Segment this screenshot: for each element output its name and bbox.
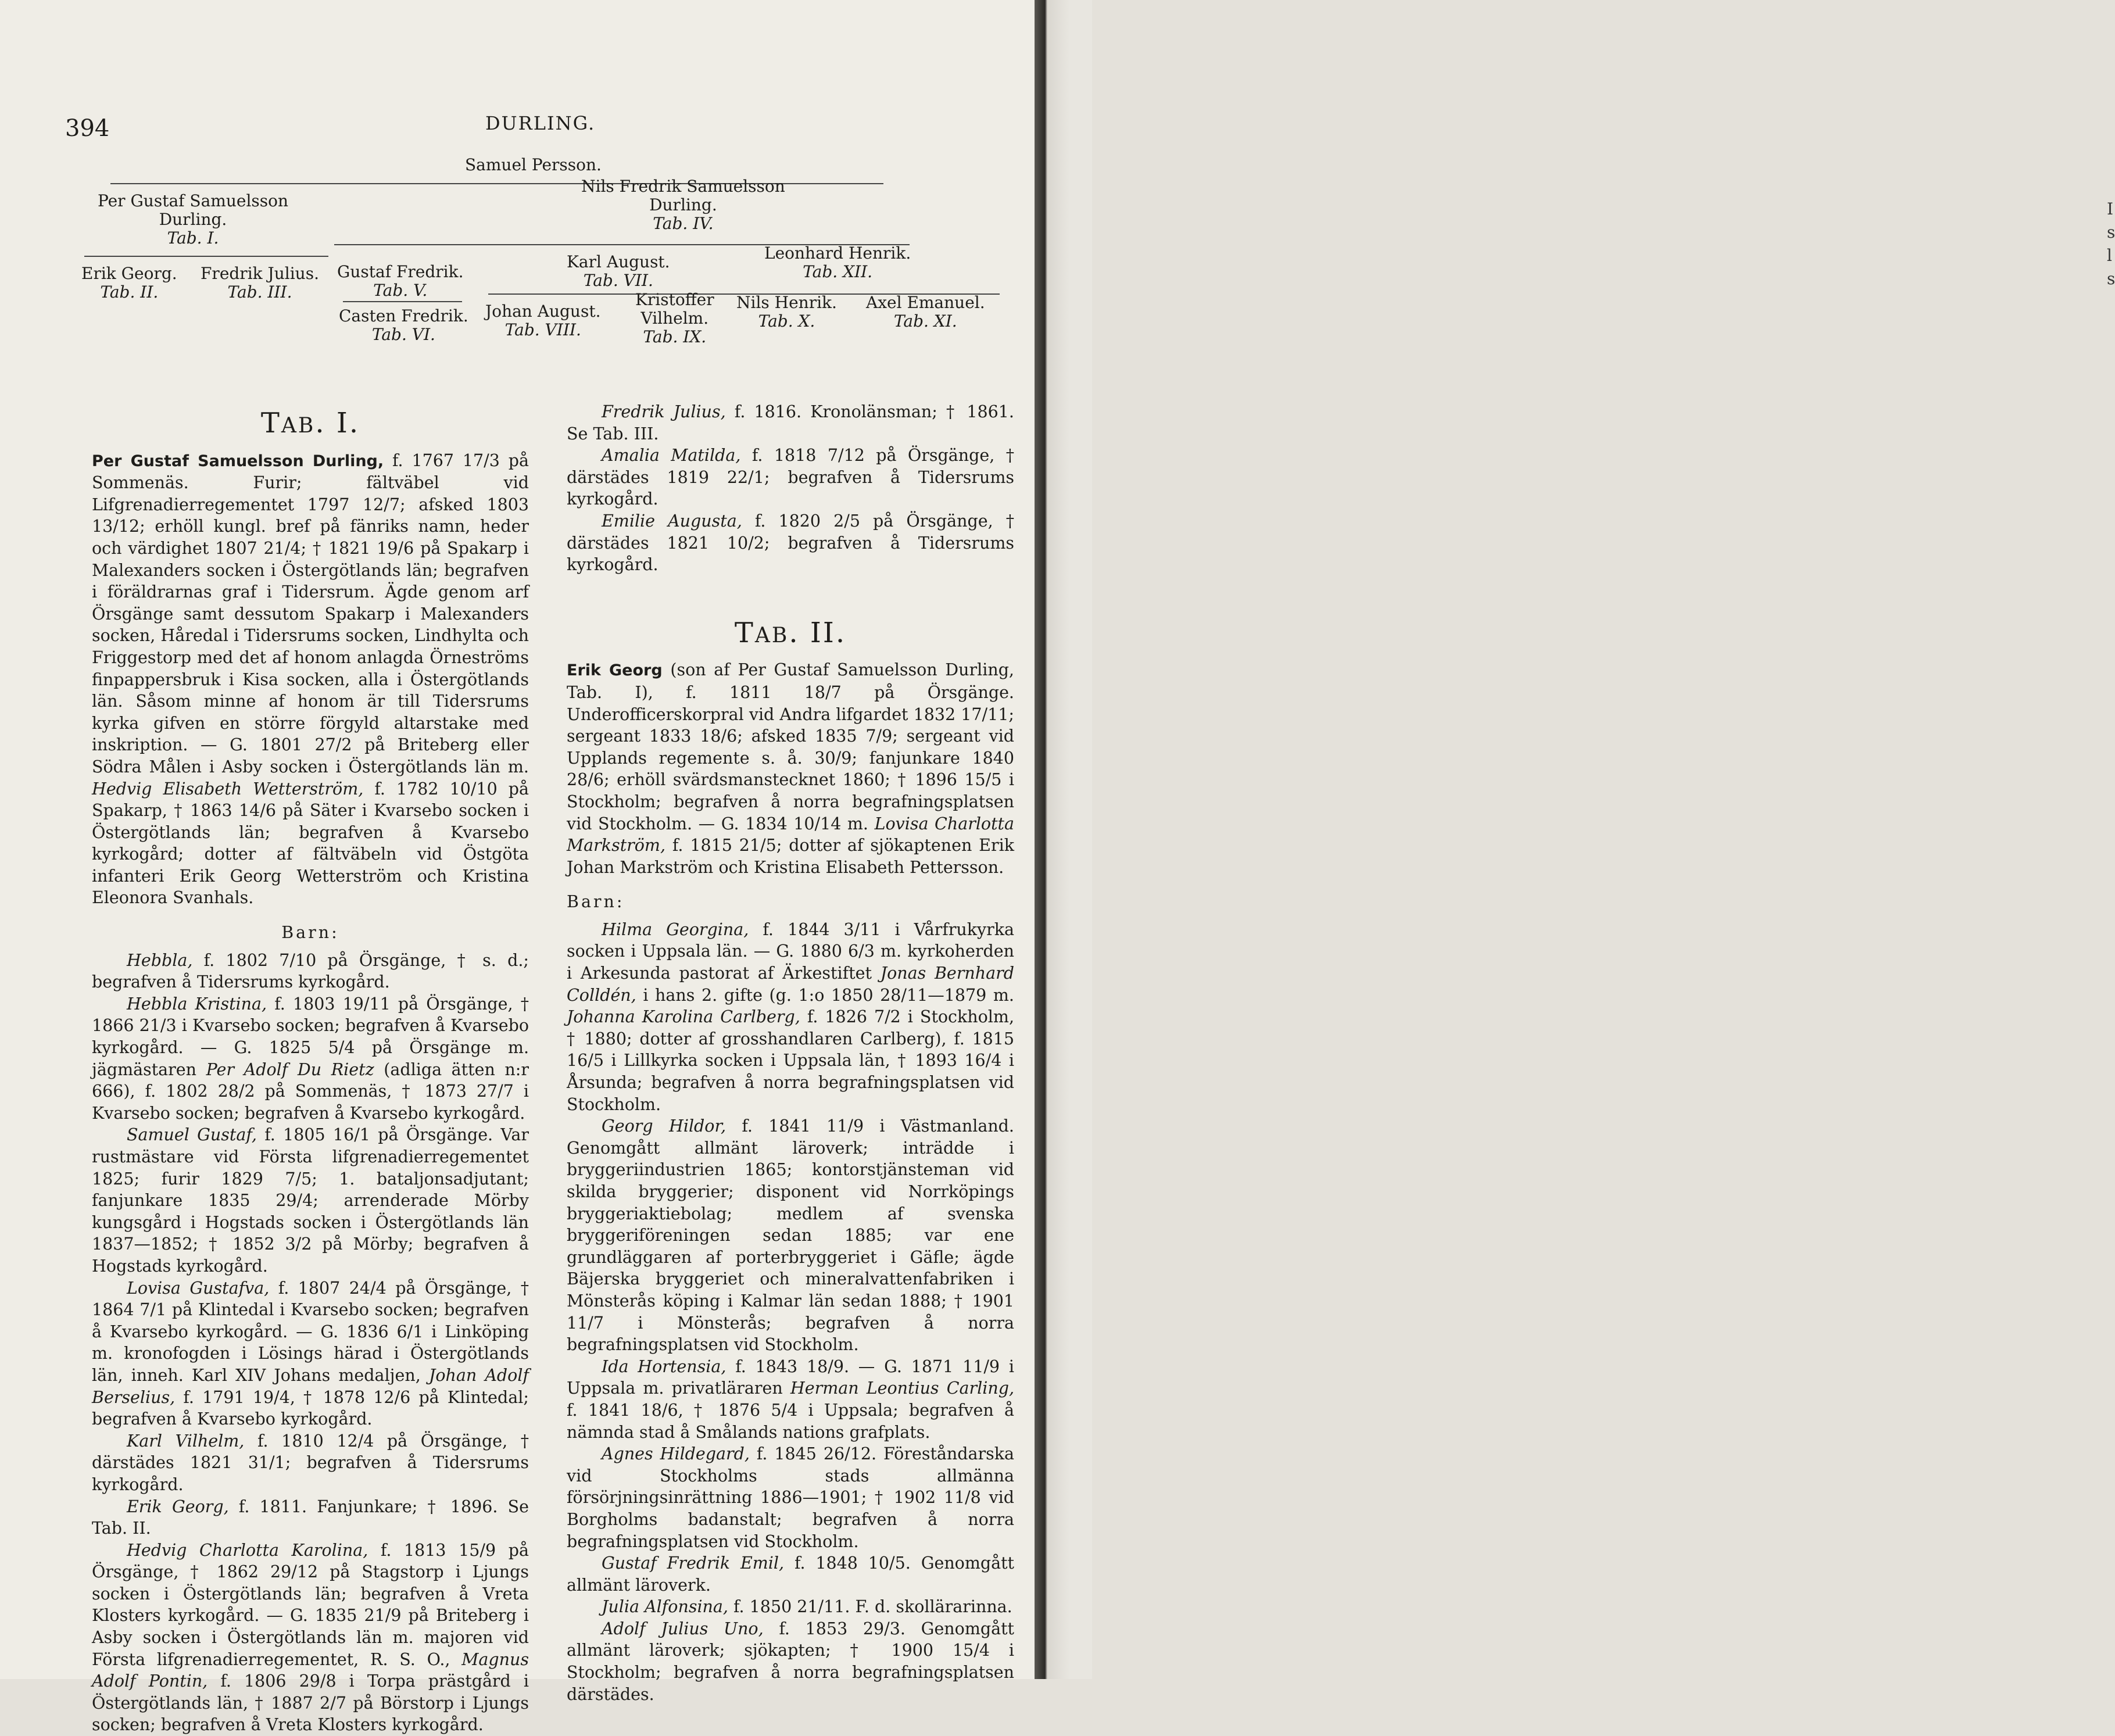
tree-line-gustaf-children	[343, 301, 462, 302]
book-spine-edge	[1035, 0, 2115, 1679]
main-entry: Per Gustaf Samuelsson Durling, f. 1767 17/3 på Sommenäs. Furir; fältväbel vid Lifgrenadierregementet 1797 12/7; afsked 1803 13/12; erhöll kungl. bref på fänriks namn, heder och värdighet 1807 21/4; † 1821 19/6 på Spakarp i Malexanders socken i Östergötlands län; begrafven i föräldrarnas graf i Tidersrum. Ägde genom arf Örsgänge samt dessutom Spakarp i Malexanders socken, Håredal i Tidersrums socken, Lindhylta och Friggestorp med det af honom anlagda Örneströms finpappersbruk i Kisa socken, alla i Östergötlands län. Såsom minne af honom är till Tidersrums kyrka gifven en större förgyld altarstake med inskription. — G. 1801 27/2 på Briteberg eller Södra Målen i Asby socken i Östergötlands län m. Hedvig Elisabeth Wetterström, f. 1782 10/10 på Spakarp, † 1863 14/6 på Säter i Kvarsebo socken i Östergötlands län; begrafven å Kvarsebo kyrkogård; dotter af fältväbeln vid Östgöta infanteri Erik Georg Wetterström och Kristina Eleonora Svanhals.	[92, 450, 529, 908]
edge-letter: I	[2107, 199, 2114, 219]
continued-child-entry: Emilie Augusta, f. 1820 2/5 på Örsgänge, † därstädes 1821 10/2; begrafven å Tidersrums kyrkogård.	[567, 511, 1014, 575]
section-title-tab-2: TAB. II.	[734, 616, 847, 649]
child-entry: Hebbla Kristina, f. 1803 19/11 på Örsgänge, † 1866 21/3 i Kvarsebo socken; begrafven å Kvarsebo kyrkogård. — G. 1825 5/4 på Örsgänge m. jägmästaren Per Adolf Du Rietz (adliga ätten n:r 666), f. 1802 28/2 på Sommenäs, † 1873 27/7 i Kvarsebo socken; begrafven å Kvarsebo kyrkogård.	[92, 994, 529, 1123]
book-page	[0, 0, 1035, 1735]
edge-letter: s	[2107, 223, 2115, 242]
tree-kristoffer-vilhelm: Kristoffer Vilhelm. Tab. IX.	[635, 290, 714, 346]
child-entry: Erik Georg, f. 1811. Fanjunkare; † 1896. Se Tab. II.	[92, 1497, 529, 1538]
child-entry: Ida Hortensia, f. 1843 18/9. — G. 1871 11/9 i Uppsala m. privatläraren Herman Leontius Carling, f. 1841 18/6, † 1876 5/4 i Uppsala; begrafven å nämnda stad å Smålands nations grafplats.	[567, 1356, 1015, 1442]
edge-letter: l	[2107, 246, 2112, 265]
tree-line-per-children	[84, 256, 328, 257]
tree-karl-august: Karl August. Tab. VII.	[567, 252, 670, 290]
left-column	[92, 401, 529, 1736]
tree-per-gustaf: Per Gustaf Samuelsson Durling. Tab. I.	[98, 191, 289, 248]
page-number: 394	[65, 115, 110, 142]
running-title: DURLING.	[485, 112, 596, 134]
tree-gustaf-fredrik: Gustaf Fredrik. Tab. V.	[337, 262, 464, 300]
tree-root: Samuel Persson.	[465, 155, 602, 174]
tree-erik-georg: Erik Georg. Tab. II.	[81, 264, 177, 302]
children-heading: Barn:	[281, 923, 339, 943]
child-entry: Hebbla, f. 1802 7/10 på Örsgänge, † s. d.; begrafven å Tidersrums kyrkogård.	[92, 950, 529, 992]
right-column	[567, 401, 1014, 1705]
child-entry: Agnes Hildegard, f. 1845 26/12. Föreståndarska vid Stockholms stads allmänna försörjningsinrättning 1886—1901; † 1902 11/8 vid Borgholms badanstalt; begrafven å norra begrafningsplatsen vid Stockholm.	[567, 1444, 1014, 1551]
children-heading: Barn:	[567, 892, 625, 912]
tree-leonhard-henrik: Leonhard Henrik. Tab. XII.	[764, 244, 911, 281]
child-entry: Georg Hildor, f. 1841 11/9 i Västmanland. Genomgått allmänt läroverk; inträdde i bryggeriindustrien 1865; kontorstjänsteman vid skilda bryggerier; disponent vid Norrköpings bryggeriaktiebolag; medlem af svenska bryggeriföreningen sedan 1885; var ene grundläggaren af porterbryggeriet i Gäfle; ägde Bäjerska bryggeriet och mineralvattenfabriken i Mönsterås köping i Kalmar län sedan 1888; † 1901 11/7 i Mönsterås; begrafven å norra begrafningsplatsen vid Stockholm.	[567, 1116, 1014, 1355]
continued-child-entry: Fredrik Julius, f. 1816. Kronolänsman; † 1861. Se Tab. III.	[567, 402, 1014, 443]
tree-casten-fredrik: Casten Fredrik. Tab. VI.	[339, 306, 468, 344]
child-entry: Adolf Julius Uno, f. 1853 29/3. Genomgått allmänt läroverk; sjökapten; † 1900 15/4 i Stockholm; begrafven å norra begrafningsplatsen därstädes.	[567, 1619, 1014, 1704]
child-entry: Hilma Georgina, f. 1844 3/11 i Vårfrukyrka socken i Uppsala län. — G. 1880 6/3 m. kyrkoherden i Arkesunda pastorat af Ärkestiftet Jonas Bernhard Colldén, i hans 2. gifte (g. 1:o 1850 28/11—1879 m. Johanna Karolina Carlberg, f. 1826 7/2 i Stockholm, † 1880; dotter af grosshandlaren Carlberg), f. 1815 16/5 i Lillkyrka socken i Uppsala län, † 1893 16/4 i Årsunda; begrafven å norra begrafningsplatsen vid Stockholm.	[567, 919, 1015, 1114]
child-entry: Lovisa Gustafva, f. 1807 24/4 på Örsgänge, † 1864 7/1 på Klintedal i Kvarsebo socken; begrafven å Kvarsebo kyrkogård. — G. 1836 6/1 i Linköping m. kronofogden i Lösings härad i Östergötlands län, inneh. Karl XIV Johans medaljen, Johan Adolf Berselius, f. 1791 19/4, † 1878 12/6 på Klintedal; begrafven å Kvarsebo kyrkogård.	[92, 1278, 529, 1429]
tree-nils-henrik: Nils Henrik. Tab. X.	[736, 293, 837, 331]
child-entry: Samuel Gustaf, f. 1805 16/1 på Örsgänge. Var rustmästare vid Första lifgrenadierregementet 1825; furir 1829 7/5; 1. bataljonsadjutant; fanjunkare 1835 29/4; arrenderade Mörby kungsgård i Hogstads socken i Östergötlands län 1837—1852; † 1852 3/2 på Mörby; begrafven å Hogstads kyrkogård.	[92, 1125, 529, 1276]
child-entry: Gustaf Fredrik Emil, f. 1848 10/5. Genomgått allmänt läroverk.	[567, 1554, 1015, 1595]
tree-nils-fredrik: Nils Fredrik Samuelsson Durling. Tab. IV.	[581, 177, 785, 233]
edge-letters	[2107, 198, 2115, 291]
edge-letter: s	[2107, 269, 2115, 288]
main-entry: Erik Georg (son af Per Gustaf Samuelsson Durling, Tab. I), f. 1811 18/7 på Örsgänge. Underofficerskorpral vid Andra lifgardet 1832 17/11; sergeant 1833 18/6; afsked 1835 7/9; sergeant vid Upplands regemente s. å. 30/9; fanjunkare 1840 28/6; erhöll svärdsmanstecknet 1860; † 1896 15/5 i Stockholm; begrafven å norra begrafningsplatsen vid Stockholm. — G. 1834 10/14 m. Lovisa Charlotta Markström, f. 1815 21/5; dotter af sjökaptenen Erik Johan Markström och Kristina Elisabeth Pettersson.	[567, 660, 1014, 877]
tree-fredrik-julius: Fredrik Julius. Tab. III.	[201, 264, 319, 302]
child-entry: Julia Alfonsina, f. 1850 21/11. F. d. skollärarinna.	[602, 1597, 1012, 1617]
section-title-tab-1: TAB. I.	[260, 407, 360, 439]
tree-axel-emanuel: Axel Emanuel. Tab. XI.	[866, 293, 985, 331]
continued-child-entry: Amalia Matilda, f. 1818 7/12 på Örsgänge, † därstädes 1819 22/1; begrafven å Tidersrums kyrkogård.	[567, 446, 1014, 509]
tree-johan-august: Johan August. Tab. VIII.	[485, 302, 601, 339]
child-entry: Karl Vilhelm, f. 1810 12/4 på Örsgänge, † därstädes 1821 31/1; begrafven å Tidersrums kyrkogård.	[92, 1431, 529, 1494]
child-entry: Hedvig Charlotta Karolina, f. 1813 15/9 på Örsgänge, † 1862 29/12 på Stagstorp i Ljungs socken i Östergötlands län; begrafven å Vreta Klosters kyrkogård. — G. 1835 21/9 på Briteberg i Asby socken i Östergötlands län m. majoren vid Första lifgrenadierregementet, R. S. O., Magnus Adolf Pontin, f. 1806 29/8 i Torpa prästgård i Östergötlands län, † 1887 2/7 på Börstorp i Ljungs socken; begrafven å Vreta Klosters kyrkogård.	[92, 1540, 529, 1735]
